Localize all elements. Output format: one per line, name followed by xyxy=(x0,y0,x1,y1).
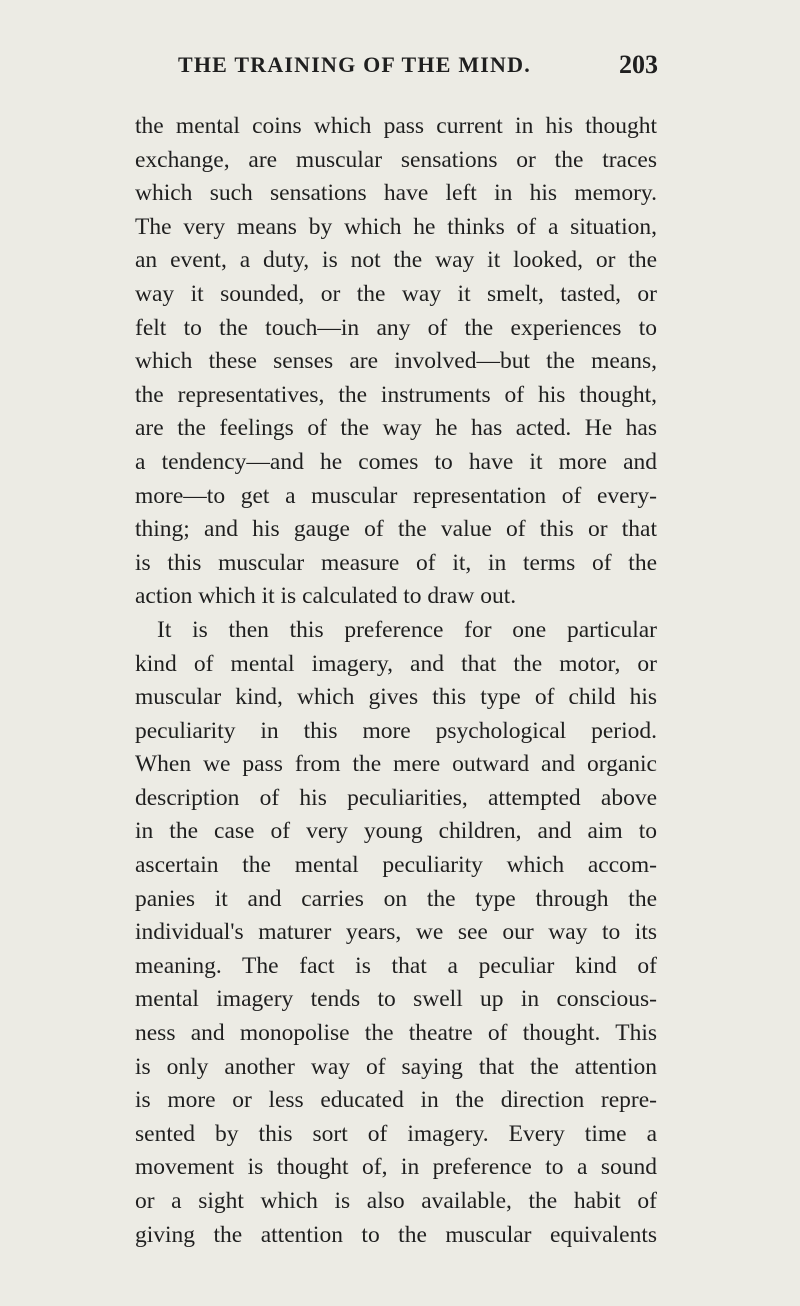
text-line: description of his peculiarities, attempted above xyxy=(135,784,657,811)
running-head xyxy=(178,52,658,84)
text-line: muscular kind, which gives this type of child his xyxy=(135,684,657,711)
text-line: meaning. The fact is that a peculiar kind of xyxy=(135,952,657,979)
text-line: It is then this preference for one particular xyxy=(157,616,657,643)
text-line: is only another way of saying that the attention xyxy=(135,1053,657,1080)
text-line: ness and monopolise the theatre of thought. This xyxy=(135,1020,657,1047)
text-line: peculiarity in this more psychological period. xyxy=(135,717,657,744)
text-line: exchange, are muscular sensations or the traces xyxy=(135,146,657,173)
text-line: a tendency—and he comes to have it more and xyxy=(135,448,657,475)
text-line: which such sensations have left in his memory. xyxy=(135,180,657,207)
text-line: ascertain the mental peculiarity which accom- xyxy=(135,852,657,879)
text-line: is more or less educated in the direction repre- xyxy=(135,1087,657,1114)
text-line: kind of mental imagery, and that the motor, or xyxy=(135,650,657,677)
text-line: are the feelings of the way he has acted. He has xyxy=(135,415,657,442)
text-line: giving the attention to the muscular equivalents xyxy=(135,1221,657,1248)
text-line: The very means by which he thinks of a situation, xyxy=(135,213,657,240)
text-line: or a sight which is also available, the habit of xyxy=(135,1188,657,1214)
text-line: felt to the touch—in any of the experiences to xyxy=(135,314,657,341)
text-line: mental imagery tends to swell up in conscious- xyxy=(135,986,657,1013)
text-line: individual's maturer years, we see our way to its xyxy=(135,919,657,946)
text-line: more—to get a muscular representation of every- xyxy=(135,482,657,509)
text-line: is this muscular measure of it, in terms of the xyxy=(135,549,657,576)
text-line: way it sounded, or the way it smelt, tasted, or xyxy=(135,280,657,307)
text-line: thing; and his gauge of the value of this or that xyxy=(135,516,657,543)
running-title: THE TRAINING OF THE MIND. xyxy=(178,52,531,77)
text-line: in the case of very young children, and aim to xyxy=(135,818,657,845)
text-line: panies it and carries on the type through the xyxy=(135,885,657,912)
body-text xyxy=(135,110,657,1252)
text-line: the representatives, the instruments of his thought, xyxy=(135,381,657,408)
text-line: the mental coins which pass current in his thought xyxy=(135,113,657,139)
text-line: movement is thought of, in preference to a sound xyxy=(135,1154,657,1181)
page-number: 203 xyxy=(619,50,658,79)
text-line: an event, a duty, is not the way it looked, or the xyxy=(135,247,657,274)
text-line: which these senses are involved—but the means, xyxy=(135,348,657,375)
text-line: action which it is calculated to draw out. xyxy=(135,583,517,610)
text-line: When we pass from the mere outward and organic xyxy=(135,751,657,778)
text-line: sented by this sort of imagery. Every time a xyxy=(135,1120,657,1147)
